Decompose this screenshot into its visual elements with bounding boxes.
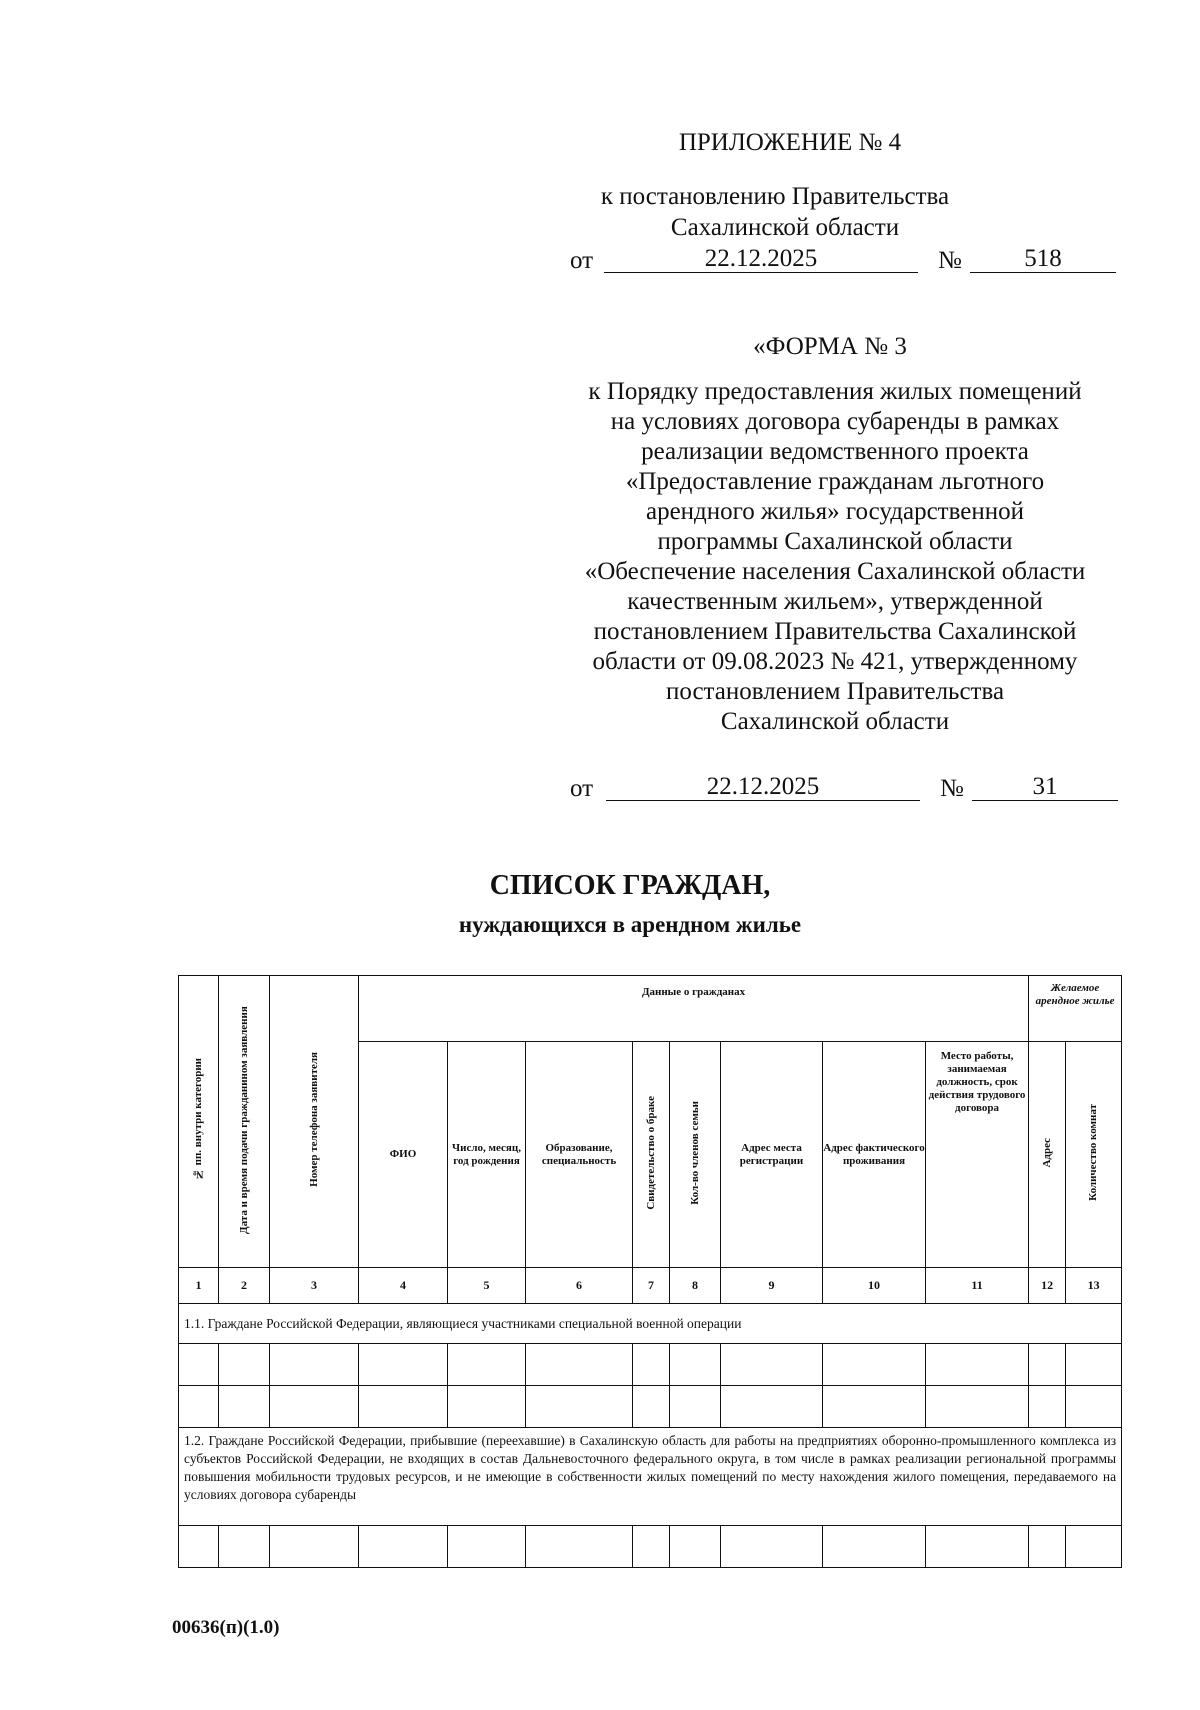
table-cell[interactable] — [448, 1344, 526, 1386]
col-number: 4 — [359, 1268, 448, 1304]
table-cell[interactable] — [179, 1526, 219, 1568]
col-header-work-text: Место работы, занимаемая должность, срок действия трудового договора — [928, 1050, 1026, 1114]
form-line: области от 09.08.2023 № 421, утвержденному — [592, 648, 1078, 675]
col-header-family-text: Кол-во членов семьи — [688, 1100, 701, 1205]
table-cell[interactable] — [526, 1386, 633, 1428]
form-number-label: № — [940, 775, 964, 802]
col-header-desired-address-text: Адрес — [1040, 1137, 1053, 1168]
table-cell[interactable] — [926, 1386, 1029, 1428]
form-line: к Порядку предоставления жилых помещений — [588, 378, 1082, 405]
table-cell[interactable] — [1029, 1386, 1066, 1428]
form-date: 22.12.2025 — [706, 773, 820, 800]
col-header-reg-address-text: Адрес места регистрации — [739, 1141, 804, 1167]
table-row — [179, 1526, 1122, 1568]
section-1-2: 1.2. Граждане Российской Федерации, прибывшие (переехавшие) в Сахалинскую область для работы на предприятиях оборонно-промышленного комплекса из субъектов Российской Федерации, не входящих в состав Дальневосточного федерального округа, в том числе в рамках реализации региональной программы повышения мобильности трудовых ресурсов, и не имеющие в собственности жилых помещений по месту нахождения жилого помещения, передаваемого на условиях договора субаренды — [179, 1428, 1122, 1526]
form-line: Сахалинской области — [720, 708, 950, 735]
table-cell[interactable] — [670, 1526, 721, 1568]
table-cell[interactable] — [633, 1526, 670, 1568]
table-cell[interactable] — [721, 1526, 823, 1568]
col-group-citizens-text: Данные о гражданах — [641, 986, 746, 998]
table-cell[interactable] — [926, 1526, 1029, 1568]
form-number: 31 — [1032, 773, 1058, 800]
table-cell[interactable] — [823, 1386, 926, 1428]
section-1-1: 1.1. Граждане Российской Федерации, являющиеся участниками специальной военной операции — [179, 1304, 1122, 1344]
table-cell[interactable] — [721, 1386, 823, 1428]
col-header-date-text: Дата и время подачи гражданином заявления — [237, 1005, 250, 1234]
resolution-number: 518 — [1024, 245, 1062, 272]
form-line: реализации ведомственного проекта — [641, 438, 1029, 465]
col-number: 7 — [633, 1268, 670, 1304]
form-date-field — [606, 772, 920, 801]
appendix-resolution-line: к постановлению Правительства — [600, 183, 950, 210]
table-cell[interactable] — [179, 1344, 219, 1386]
table-cell[interactable] — [1029, 1526, 1066, 1568]
table-cell[interactable] — [926, 1344, 1029, 1386]
resolution-number-field — [970, 244, 1116, 273]
table-cell[interactable] — [219, 1526, 270, 1568]
table-cell[interactable] — [359, 1344, 448, 1386]
resolution-date-field — [604, 244, 918, 273]
table-cell[interactable] — [670, 1344, 721, 1386]
appendix-region-line: Сахалинской области — [670, 214, 900, 241]
col-group-housing-text: Желаемое арендное жилье — [1035, 982, 1115, 1007]
col-numbers-row — [179, 1268, 1122, 1304]
resolution-date-label: от — [570, 247, 594, 274]
col-header-desired-address — [1029, 1042, 1066, 1268]
table-cell[interactable] — [1066, 1344, 1122, 1386]
form-line: «Предоставление гражданам льготного — [625, 468, 1045, 495]
resolution-number-label: № — [938, 247, 962, 274]
form-date-label: от — [570, 775, 594, 802]
form-line: постановлением Правительства — [665, 678, 1005, 705]
col-number: 2 — [219, 1268, 270, 1304]
col-header-rooms — [1066, 1042, 1122, 1268]
col-header-education-text: Образование, специальность — [541, 1141, 617, 1167]
col-header-actual-address-text: Адрес фактического проживания — [823, 1141, 925, 1167]
col-header-family — [670, 1042, 721, 1268]
col-number: 12 — [1029, 1268, 1066, 1304]
col-number: 5 — [448, 1268, 526, 1304]
table-row — [179, 1344, 1122, 1386]
table-cell[interactable] — [1066, 1526, 1122, 1568]
appendix-title: ПРИЛОЖЕНИЕ № 4 — [678, 129, 902, 156]
table-cell[interactable] — [270, 1386, 359, 1428]
table-cell[interactable] — [448, 1526, 526, 1568]
form-description — [545, 377, 1125, 737]
table-cell[interactable] — [721, 1344, 823, 1386]
table-cell[interactable] — [633, 1344, 670, 1386]
form-line: качественным жильем», утвержденной — [627, 588, 1043, 615]
col-header-work — [926, 1042, 1029, 1268]
table-row — [179, 1386, 1122, 1428]
list-subtitle: нуждающихся в арендном жилье — [458, 912, 802, 937]
resolution-date: 22.12.2025 — [704, 245, 818, 272]
form-line: на условиях договора субаренды в рамках — [610, 408, 1060, 435]
col-header-date — [219, 976, 270, 1268]
col-header-birthdate-text: Число, месяц, год рождения — [452, 1141, 521, 1167]
form-title: «ФОРМА № 3 — [753, 333, 907, 360]
col-header-fio — [359, 1042, 448, 1268]
col-header-phone — [270, 976, 359, 1268]
form-number-field — [972, 772, 1118, 801]
col-header-fio-text: ФИО — [389, 1148, 417, 1160]
form-line: постановлением Правительства Сахалинской — [593, 618, 1077, 645]
table-cell[interactable] — [1029, 1344, 1066, 1386]
col-header-number-text: № пп. внутри категории — [192, 1058, 204, 1181]
list-title: СПИСОК ГРАЖДАН, — [489, 870, 771, 901]
form-line: арендного жилья» государственной — [645, 498, 1024, 525]
col-header-marriage — [633, 1042, 670, 1268]
table-cell[interactable] — [633, 1386, 670, 1428]
col-number: 6 — [526, 1268, 633, 1304]
col-header-marriage-text: Свидетельство о браке — [644, 1095, 657, 1210]
table-cell[interactable] — [270, 1526, 359, 1568]
col-group-housing — [1029, 976, 1122, 1042]
table-cell[interactable] — [823, 1526, 926, 1568]
table-cell[interactable] — [823, 1344, 926, 1386]
col-header-education — [526, 1042, 633, 1268]
col-number: 3 — [270, 1268, 359, 1304]
table-cell[interactable] — [270, 1344, 359, 1386]
table-cell[interactable] — [526, 1344, 633, 1386]
col-header-reg-address — [721, 1042, 823, 1268]
col-number: 8 — [670, 1268, 721, 1304]
col-header-rooms-text: Количество комнат — [1087, 1104, 1100, 1201]
col-number: 13 — [1066, 1268, 1122, 1304]
table-cell[interactable] — [219, 1386, 270, 1428]
document-code: 00636(п)(1.0) — [172, 1617, 280, 1638]
table-cell[interactable] — [1066, 1386, 1122, 1428]
col-header-actual-address — [823, 1042, 926, 1268]
col-group-citizens — [359, 976, 1029, 1042]
col-number: 9 — [721, 1268, 823, 1304]
table-cell[interactable] — [670, 1386, 721, 1428]
col-header-phone-text: Номер телефона заявителя — [307, 1052, 320, 1187]
table-cell[interactable] — [526, 1526, 633, 1568]
col-number: 10 — [823, 1268, 926, 1304]
col-header-number — [179, 976, 219, 1268]
table-cell[interactable] — [359, 1386, 448, 1428]
form-line: программы Сахалинской области — [657, 528, 1013, 555]
col-number: 11 — [926, 1268, 1029, 1304]
citizens-table — [178, 975, 1122, 1568]
table-cell[interactable] — [359, 1526, 448, 1568]
col-header-birthdate — [448, 1042, 526, 1268]
table-cell[interactable] — [448, 1386, 526, 1428]
col-number: 1 — [179, 1268, 219, 1304]
table-cell[interactable] — [219, 1344, 270, 1386]
form-line: «Обеспечение населения Сахалинской области — [584, 558, 1086, 585]
table-cell[interactable] — [179, 1386, 219, 1428]
